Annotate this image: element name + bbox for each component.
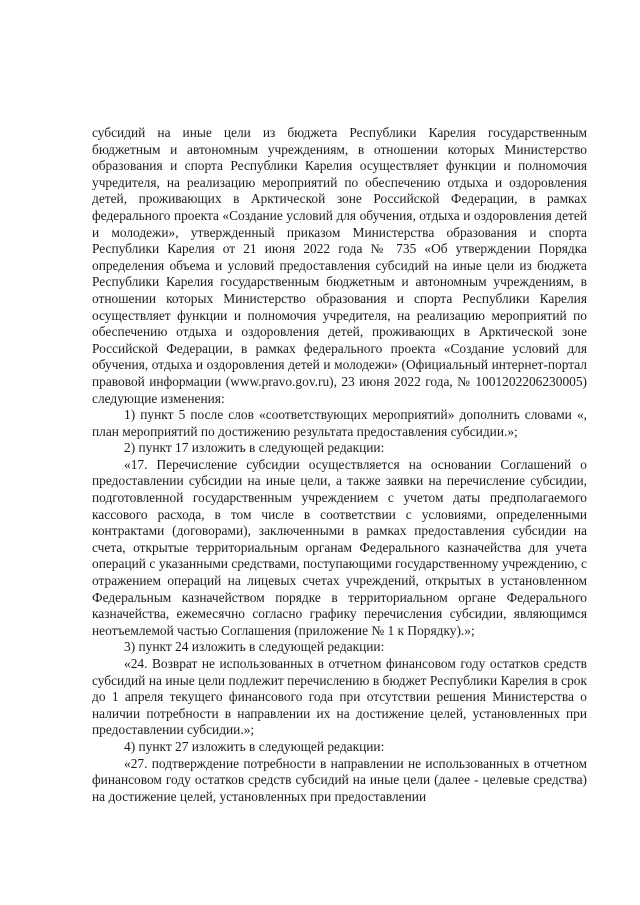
paragraph-item-27-text: «27. подтверждение потребности в направлении не использованных в отчетном финансовом году остатков средств субсидий на иные цели (далее - целевые средства) на достижение целей, установленных при предоставлении — [92, 755, 587, 804]
paragraph-item-3: 3) пункт 24 изложить в следующей редакции: — [124, 639, 385, 655]
paragraph-item-2: 2) пункт 17 изложить в следующей редакции: — [124, 440, 385, 456]
paragraph-item-1: 1) пункт 5 после слов «соответствующих мероприятий» дополнить словами «, план мероприятий по достижению результата предоставления субсидии.»; — [92, 407, 587, 439]
paragraph-continuation: субсидий на иные цели из бюджета Республики Карелия государственным бюджетным и автономным учреждениям, в отношении которых Министерство образования и спорта Республики Карелия осуществляет функции и полномочия учредителя, на реализацию мероприятий по обеспечению отдыха и оздоровления детей, проживающих в Арктической зоне Российской Федерации, в рамках федерального проекта «Создание условий для обучения, отдыха и оздоровления детей и молодежи», утвержденный приказом Министерства образования и спорта Республики Карелия от 21 июня 2022 года № 735 «Об утверждении Порядка определения объема и условий предоставления субсидий на иные цели из бюджета Республики Карелия государственным бюджетным и автономным учреждениям, в отношении которых Министерство образования и спорта Республики Карелия осуществляет функции и полномочия учредителя, на реализацию мероприятий по обеспечению отдыха и оздоровления детей, проживающих в Арктической зоне Российской Федерации, в рамках федерального проекта «Создание условий для обучения, отдыха и оздоровления детей и молодежи» (Официальный интернет-портал правовой информации (www.pravo.gov.ru), 23 июня 2022 года, № 1001202206230005) следующие изменения: — [92, 125, 587, 406]
document-body — [92, 125, 587, 805]
paragraph-item-17-text: «17. Перечисление субсидии осуществляется на основании Соглашений о предоставлении субсидии на иные цели, а также заявки на перечисление субсидии, подготовленной государственным учреждением с учетом даты предполагаемого кассового расхода, в том числе в соответствии с условиями, определенными контрактами (договорами), заключенными в рамках предоставления субсидии на счета, открытые территориальным органам Федерального казначейства для учета операций с указанными средствами, поступающими государственному учреждению, с отражением операций на лицевых счетах учреждений, открытых в установленном Федеральным казначейством порядке в территориальном органе Федерального казначейства, ежемесячно согласно графику перечисления субсидии, являющимся неотъемлемой частью Соглашения (приложение № 1 к Порядку).»; — [92, 456, 587, 638]
paragraph-item-24-text: «24. Возврат не использованных в отчетном финансовом году остатков средств субсидий на иные цели подлежит перечислению в бюджет Республики Карелия в срок до 1 апреля текущего финансового года при отсутствии решения Министерства о наличии потребности в направлении их на достижение целей, установленных при предоставлении субсидии.»; — [92, 656, 587, 738]
paragraph-item-4: 4) пункт 27 изложить в следующей редакции: — [124, 738, 385, 754]
